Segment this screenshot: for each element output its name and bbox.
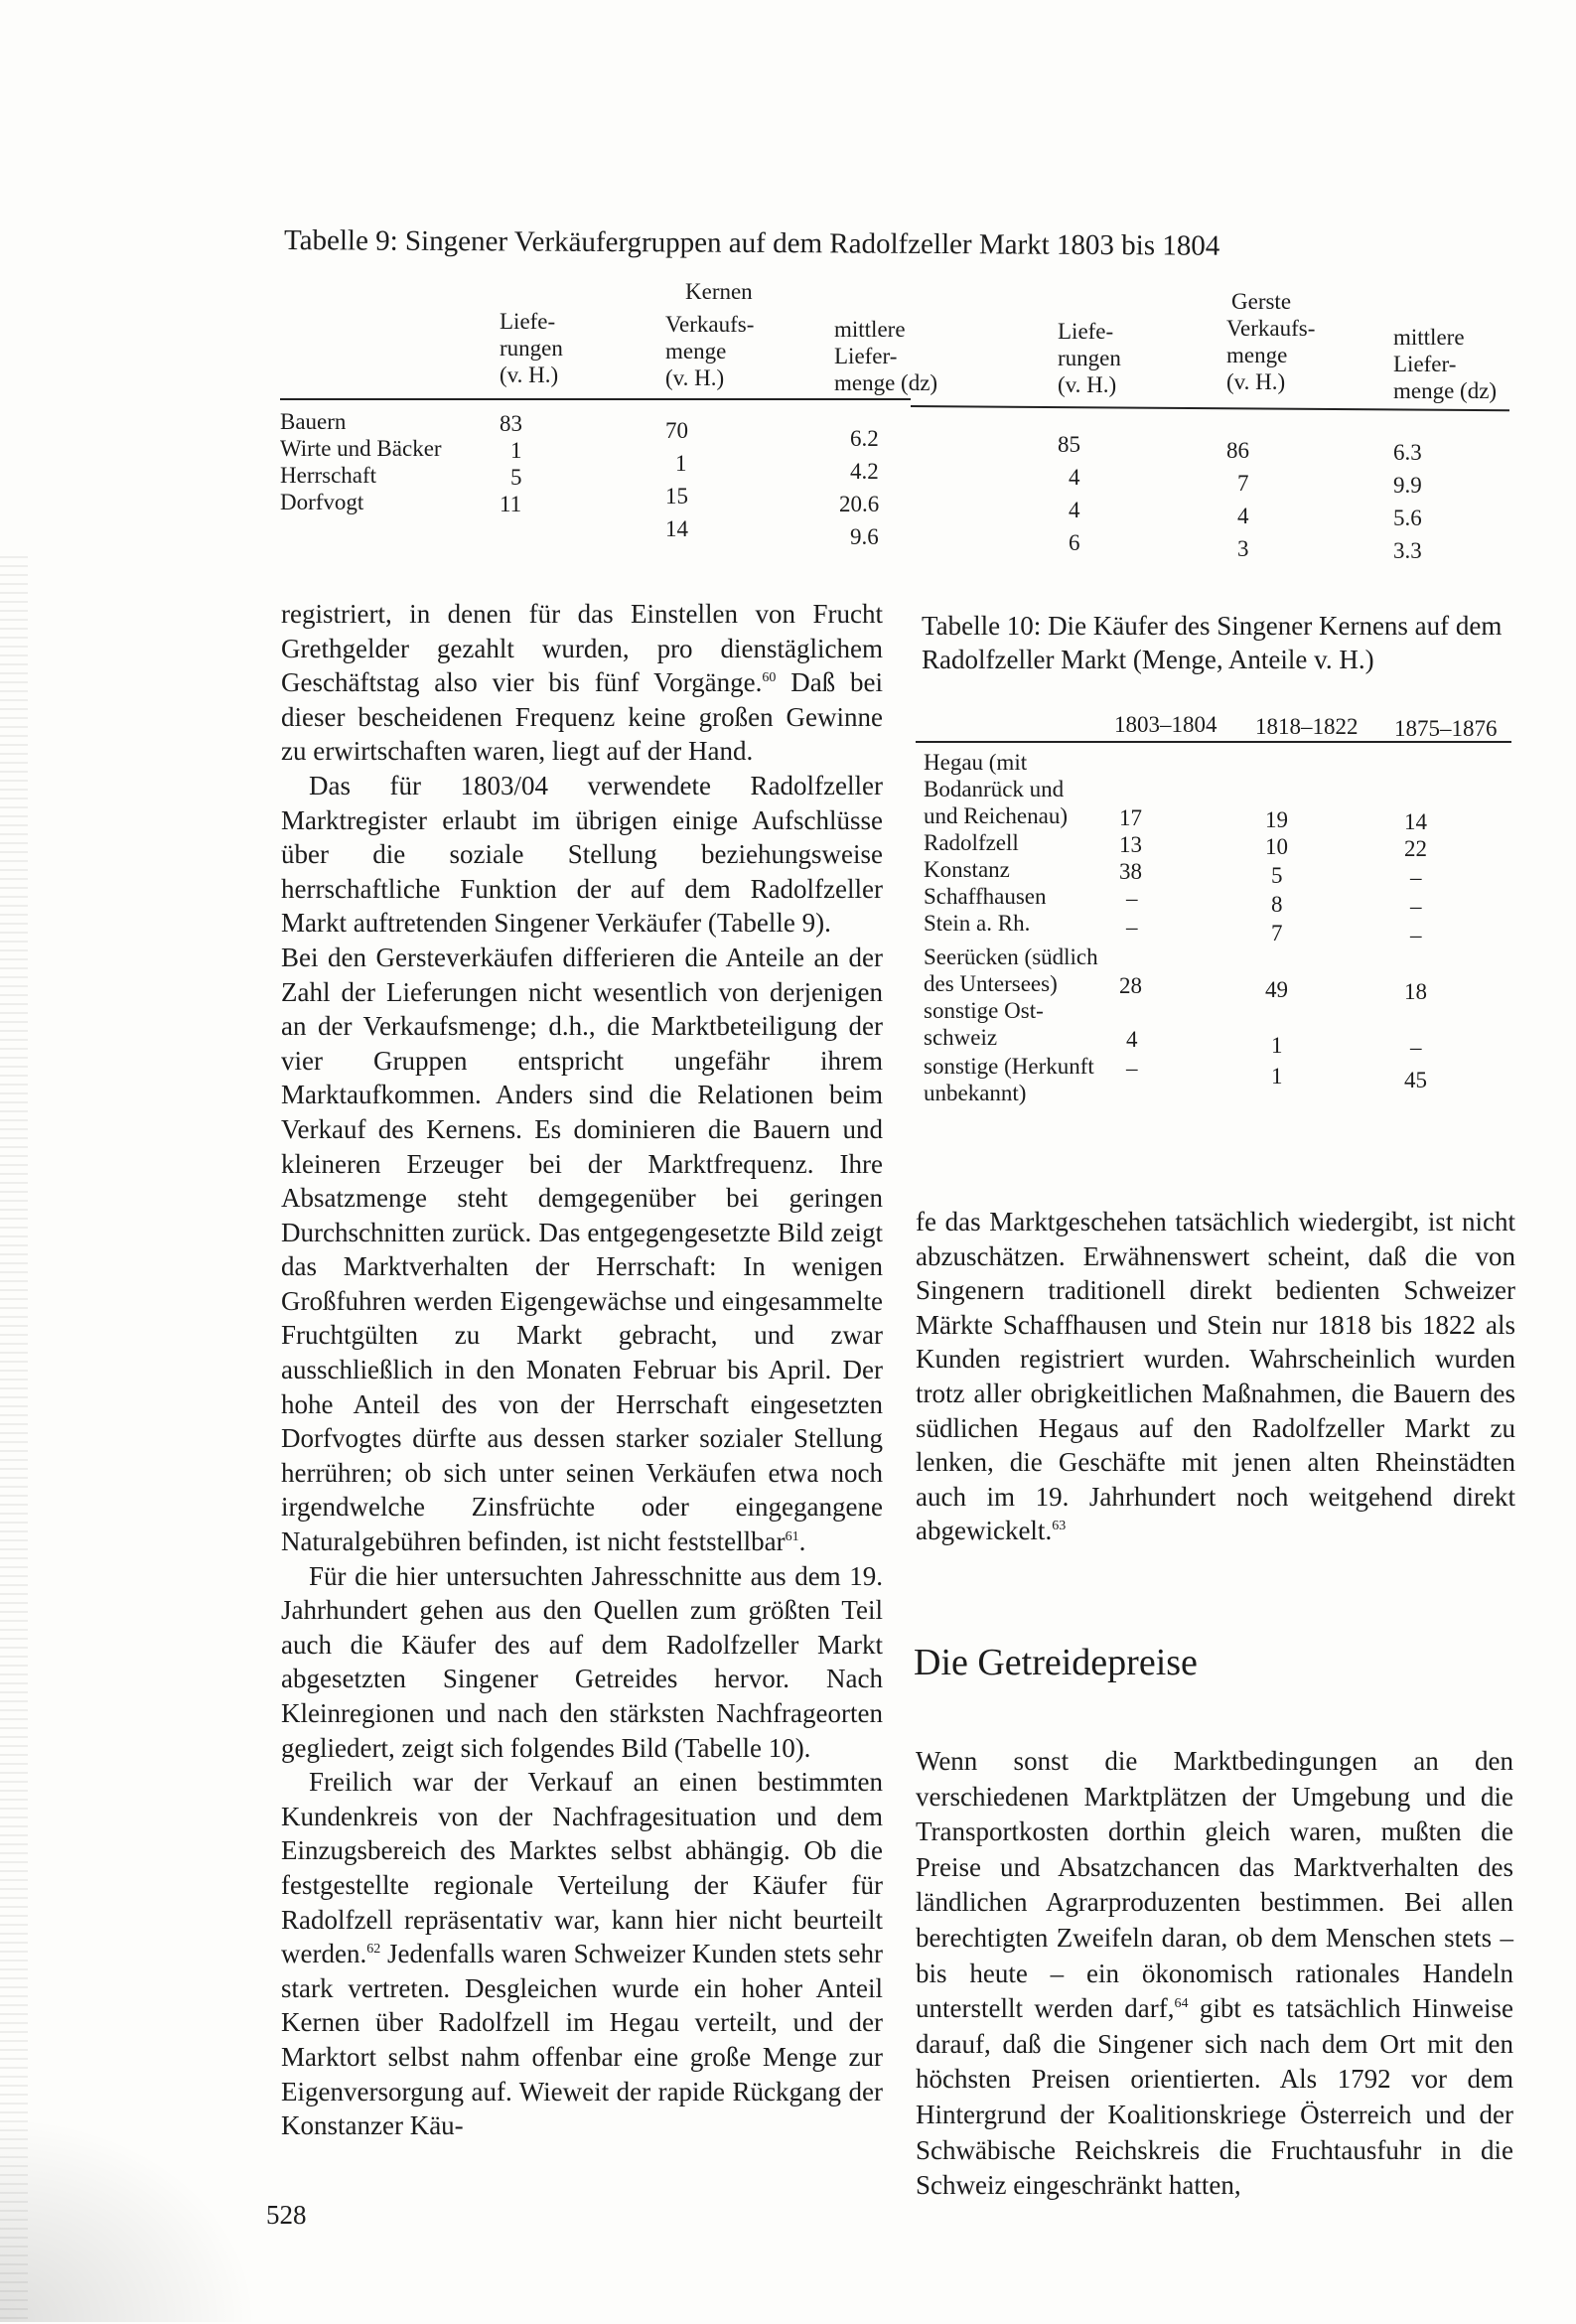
table9-header-g-lief-2: rungen [1058,346,1121,370]
paragraph: Das für 1803/04 verwendete Radolfzeller Marktregister erlaubt im übrigen einige Aufschlüsse über die soziale Stellung beziehungsweise herrschaftliche Funktion der auf dem Radolfzeller Markt auftretenden Singener Verkäufer (Tabelle 9). [281,770,883,939]
table9-row-label: Wirte und Bäcker [280,436,442,461]
paragraph [281,1765,883,2143]
text-span: . [798,1526,806,1557]
table10-cell: – [1410,923,1422,947]
table9 [278,278,1509,586]
table9-cell: 20.6 [839,492,880,516]
table10-cell: – [1126,915,1138,940]
table9-cell: 5 [510,465,522,490]
paragraph [281,597,883,769]
table9-header-g-mittl-1: mittlere [1393,325,1465,350]
text-span: Bei den Gersteverkäufen differieren die Anteile an der Zahl der Lieferungen nicht wesentlich von derjenigen an der Verkaufsmenge; d.h., die Marktbeteiligung der vier Gruppen entspricht ungefähr ihrem Marktaufkommen. Anders sind die Relationen beim Verkauf des Kernens. Es dominieren die Bauern und kleineren Erzeuger bei der Marktfrequenz. Ihre Absatzmenge steht demgegenüber bei geringen Durchschnitten zurück. Das entgegengesetzte Bild zeigt das Marktverhalten der Herrschaft: In wenigen Großfuhren werden Eigengewächse und eingesammelte Fruchtgülten zu Markt gebracht, und zwar ausschließlich in den Monaten Februar bis April. Der hohe Anteil des von der Herrschaft eingesetzten Dorfvogtes dürfte aus dessen starker sozialer Stellung herrühren; ob sich unter seinen Verkäufen etwa noch irgendwelche Zinsfrüchte oder eingegangene Naturalgebühren befinden, ist nicht feststellbar [281,942,883,1557]
table9-header-g-menge-2: menge [1226,343,1288,367]
right-text-column-bottom [916,1744,1513,2204]
footnote-ref: 63 [1052,1519,1067,1534]
table9-cell: 83 [500,411,522,436]
paragraph [916,1205,1515,1548]
table9-cell: 85 [1058,432,1080,457]
table9-cell: 5.6 [1393,506,1422,530]
table9-cell: 4 [1237,504,1249,528]
table9-cell: 11 [500,492,522,516]
table9-header-k-lief-3: (v. H.) [500,363,559,387]
left-text-column [281,597,883,2143]
table9-header-rule-right [911,405,1509,411]
table9-cell: 9.9 [1393,473,1422,498]
table10-cell: – [1410,894,1422,919]
table9-cell: 4 [1069,465,1080,490]
table9-cell: 15 [665,484,688,508]
table9-row-label: Herrschaft [280,463,377,488]
table10 [916,695,1521,1232]
text-span: Wenn sonst die Marktbedingungen an den verschiedenen Marktplätzen der Umgebung und die Transportkosten dorthin gleich waren, mußten die Preise und Absatzchancen das Marktverhalten des ländlichen Agrarproduzenten bestimmen. Bei allen berechtigten Zweifeln daran, ob dem Menschen stets – bis heute – ein ökonomisch rationales Handeln unterstellt werden darf, [916,1746,1513,2024]
table9-cell: 6 [1069,530,1080,555]
table9-header-k-mittl-3: menge (dz) [834,370,938,395]
table10-cell: 17 [1119,805,1142,830]
table10-cell: 38 [1119,859,1142,884]
table9-cell: 4.2 [850,459,879,484]
table10-row-label: Seerücken (südlich [924,944,1098,969]
paragraph: Für die hier untersuchten Jahresschnitte aus dem 19. Jahrhundert gehen aus den Quellen zum größten Teil auch die Käufer des auf dem Radolfzeller Markt abgesetzten Singener Getreides hervor. Nach Kleinregionen und nach den stärksten Nachfrageorten gegliedert, zeigt sich folgendes Bild (Tabelle 10). [281,1560,883,1763]
table9-header-g-menge-3: (v. H.) [1226,369,1286,394]
table9-group-kernen: Kernen [685,279,753,304]
right-text-column-top [916,1205,1515,1548]
table9-cell: 1 [675,451,687,476]
table9-cell: 6.3 [1393,440,1422,465]
table9-cell: 4 [1069,498,1080,522]
table9-caption: Tabelle 9: Singener Verkäufergruppen auf dem Radolfzeller Markt 1803 bis 1804 [283,224,1220,262]
table10-caption: Tabelle 10: Die Käufer des Singener Kernens auf dem Radolfzeller Markt (Menge, Anteile v. H.) [922,611,1503,674]
table10-cell: – [1410,1035,1422,1060]
footnote-ref: 61 [785,1529,799,1545]
table9-header-k-menge-2: menge [665,339,727,363]
table10-cell: 13 [1119,832,1142,857]
footnote-ref: 62 [366,1942,381,1958]
table9-header-k-menge-1: Verkaufs- [665,312,755,337]
table10-row-label: Bodanrück und [924,777,1065,801]
table9-header-k-lief-1: Liefe- [500,309,556,334]
table10-cell: 22 [1404,836,1427,861]
table9-header-g-mittl-3: menge (dz) [1393,378,1498,403]
text-span: Freilich war der Verkauf an einen bestimmten Kundenkreis von der Nachfragesituation und dem Einzugsbereich des Marktes selbst abhängig. Ob die festgestellte regionale Verteilung der Käufer für Radolfzell repräsentativ war, kann hier nicht beurteilt werden. [281,1767,883,1969]
table10-cell: 28 [1119,973,1142,998]
table10-cell: 5 [1271,863,1283,888]
table9-header-k-menge-3: (v. H.) [665,365,725,390]
table10-cell: 8 [1271,892,1283,917]
text-span: Daß bei dieser bescheidenen Frequenz keine großen Gewinne zu erwirtschaften waren, liegt auf der Hand. [281,667,884,767]
table10-cell: – [1126,1056,1138,1081]
table10-row-label: Konstanz [924,857,1010,882]
table10-cell: 49 [1265,977,1288,1002]
table10-row-label: sonstige Ost- [924,998,1044,1023]
table10-cell: 1 [1271,1033,1283,1058]
table10-row-label: schweiz [924,1025,998,1050]
table10-row-label: sonstige (Herkunft [924,1054,1094,1079]
table9-cell: 70 [665,418,688,443]
table9-row-label: Dorfvogt [280,490,364,514]
table10-row-label: unbekannt) [924,1081,1027,1105]
table9-cell: 9.6 [850,524,879,549]
table9-row-label: Bauern [280,409,347,434]
table9-cell: 86 [1226,438,1249,463]
table10-cell: – [1126,886,1138,911]
table10-cell: 45 [1404,1068,1427,1092]
table9-header-g-lief-3: (v. H.) [1058,372,1117,397]
table9-cell: 14 [665,516,688,541]
page-number: 528 [266,2200,307,2230]
table10-cell: 4 [1126,1027,1138,1052]
table9-header-g-menge-1: Verkaufs- [1226,316,1316,341]
paragraph [916,1744,1513,2204]
section-heading: Die Getreidepreise [914,1642,1198,1683]
table9-group-gerste: Gerste [1231,289,1292,314]
text-span: fe das Marktgeschehen tatsächlich wiedergibt, ist nicht abzuschätzen. Erwähnenswert scheint, daß die von Singenern traditionell direkt bedienten Schweizer Märkte Schaffhausen und Stein nur 1818 bis 1822 als Kunden registriert wurden. Wahrscheinlich wurden trotz aller obrigkeitlichen Maßnahmen, die Bauern des südlichen Hegaus auf den Radolfzeller Markt zu lenken, die Geschäfte mit jenen alten Rheinstädten auch im 19. Jahrhundert noch weitgehend direkt abgewickelt. [916,1207,1515,1546]
table10-header-rule [916,741,1511,743]
table10-year-header: 1818–1822 [1255,714,1359,739]
table9-header-k-mittl-2: Liefer- [834,344,898,368]
table10-row-label: Schaffhausen [924,884,1047,909]
table10-cell: 7 [1271,921,1283,945]
table10-row-label: Radolfzell [924,830,1019,855]
paragraph [281,941,883,1559]
table10-row-label: Stein a. Rh. [924,911,1031,936]
table10-cell: 10 [1265,834,1288,859]
table9-cell: 3 [1237,536,1249,561]
table10-year-header: 1875–1876 [1394,716,1498,741]
scan-corner-artifact [0,2115,258,2322]
footnote-ref: 64 [1174,1996,1189,2012]
table9-header-g-mittl-2: Liefer- [1393,352,1457,376]
table10-cell: – [1410,865,1422,890]
table10-cell: 1 [1271,1064,1283,1089]
text-span: Jedenfalls waren Schweizer Kunden stets sehr stark vertreten. Desgleichen wurde ein hoher Anteil Kernen über Radolfzell im Hegau verteilt, und der Marktort selbst nahm offenbar eine große Menge zur Eigenversorgung auf. Wieweit der rapide Rückgang der Konstanzer Käu- [281,1939,883,2141]
table10-year-header: 1803–1804 [1114,712,1218,737]
table9-header-g-lief-1: Liefe- [1058,319,1114,344]
table10-cell: 19 [1265,807,1288,832]
table9-cell: 6.2 [850,426,879,451]
table9-header-k-mittl-1: mittlere [834,317,906,342]
text-span: gibt es tatsächlich Hinweise darauf, daß die Singener sich nach dem Ort mit den höchsten Preisen orientierten. Als 1792 vor dem Hintergrund der Koalitionskriege Österreich und der Schwäbische Reichskreis die Fruchtausfuhr in die Schweiz eingeschränkt hatten, [916,1993,1514,2201]
table10-row-label: und Reichenau) [924,803,1068,828]
table10-row-label: Hegau (mit [924,750,1028,775]
table9-cell: 1 [510,438,522,463]
text-span: registriert, in denen für das Einstellen von Frucht Grethgelder gezahlt wurden, pro dienstäglichem Geschäftstag also vier bis fünf Vorgänge. [281,599,883,698]
table9-header-rule [280,398,911,400]
table10-cell: 18 [1404,979,1427,1004]
table9-cell: 7 [1237,471,1249,496]
footnote-ref: 60 [762,670,777,686]
table10-cell: 14 [1404,809,1427,834]
table9-header-k-lief-2: rungen [500,336,563,361]
table9-cell: 3.3 [1393,538,1422,563]
scan-margin-artifact [0,556,28,2324]
table10-row-label: des Untersees) [924,971,1058,996]
